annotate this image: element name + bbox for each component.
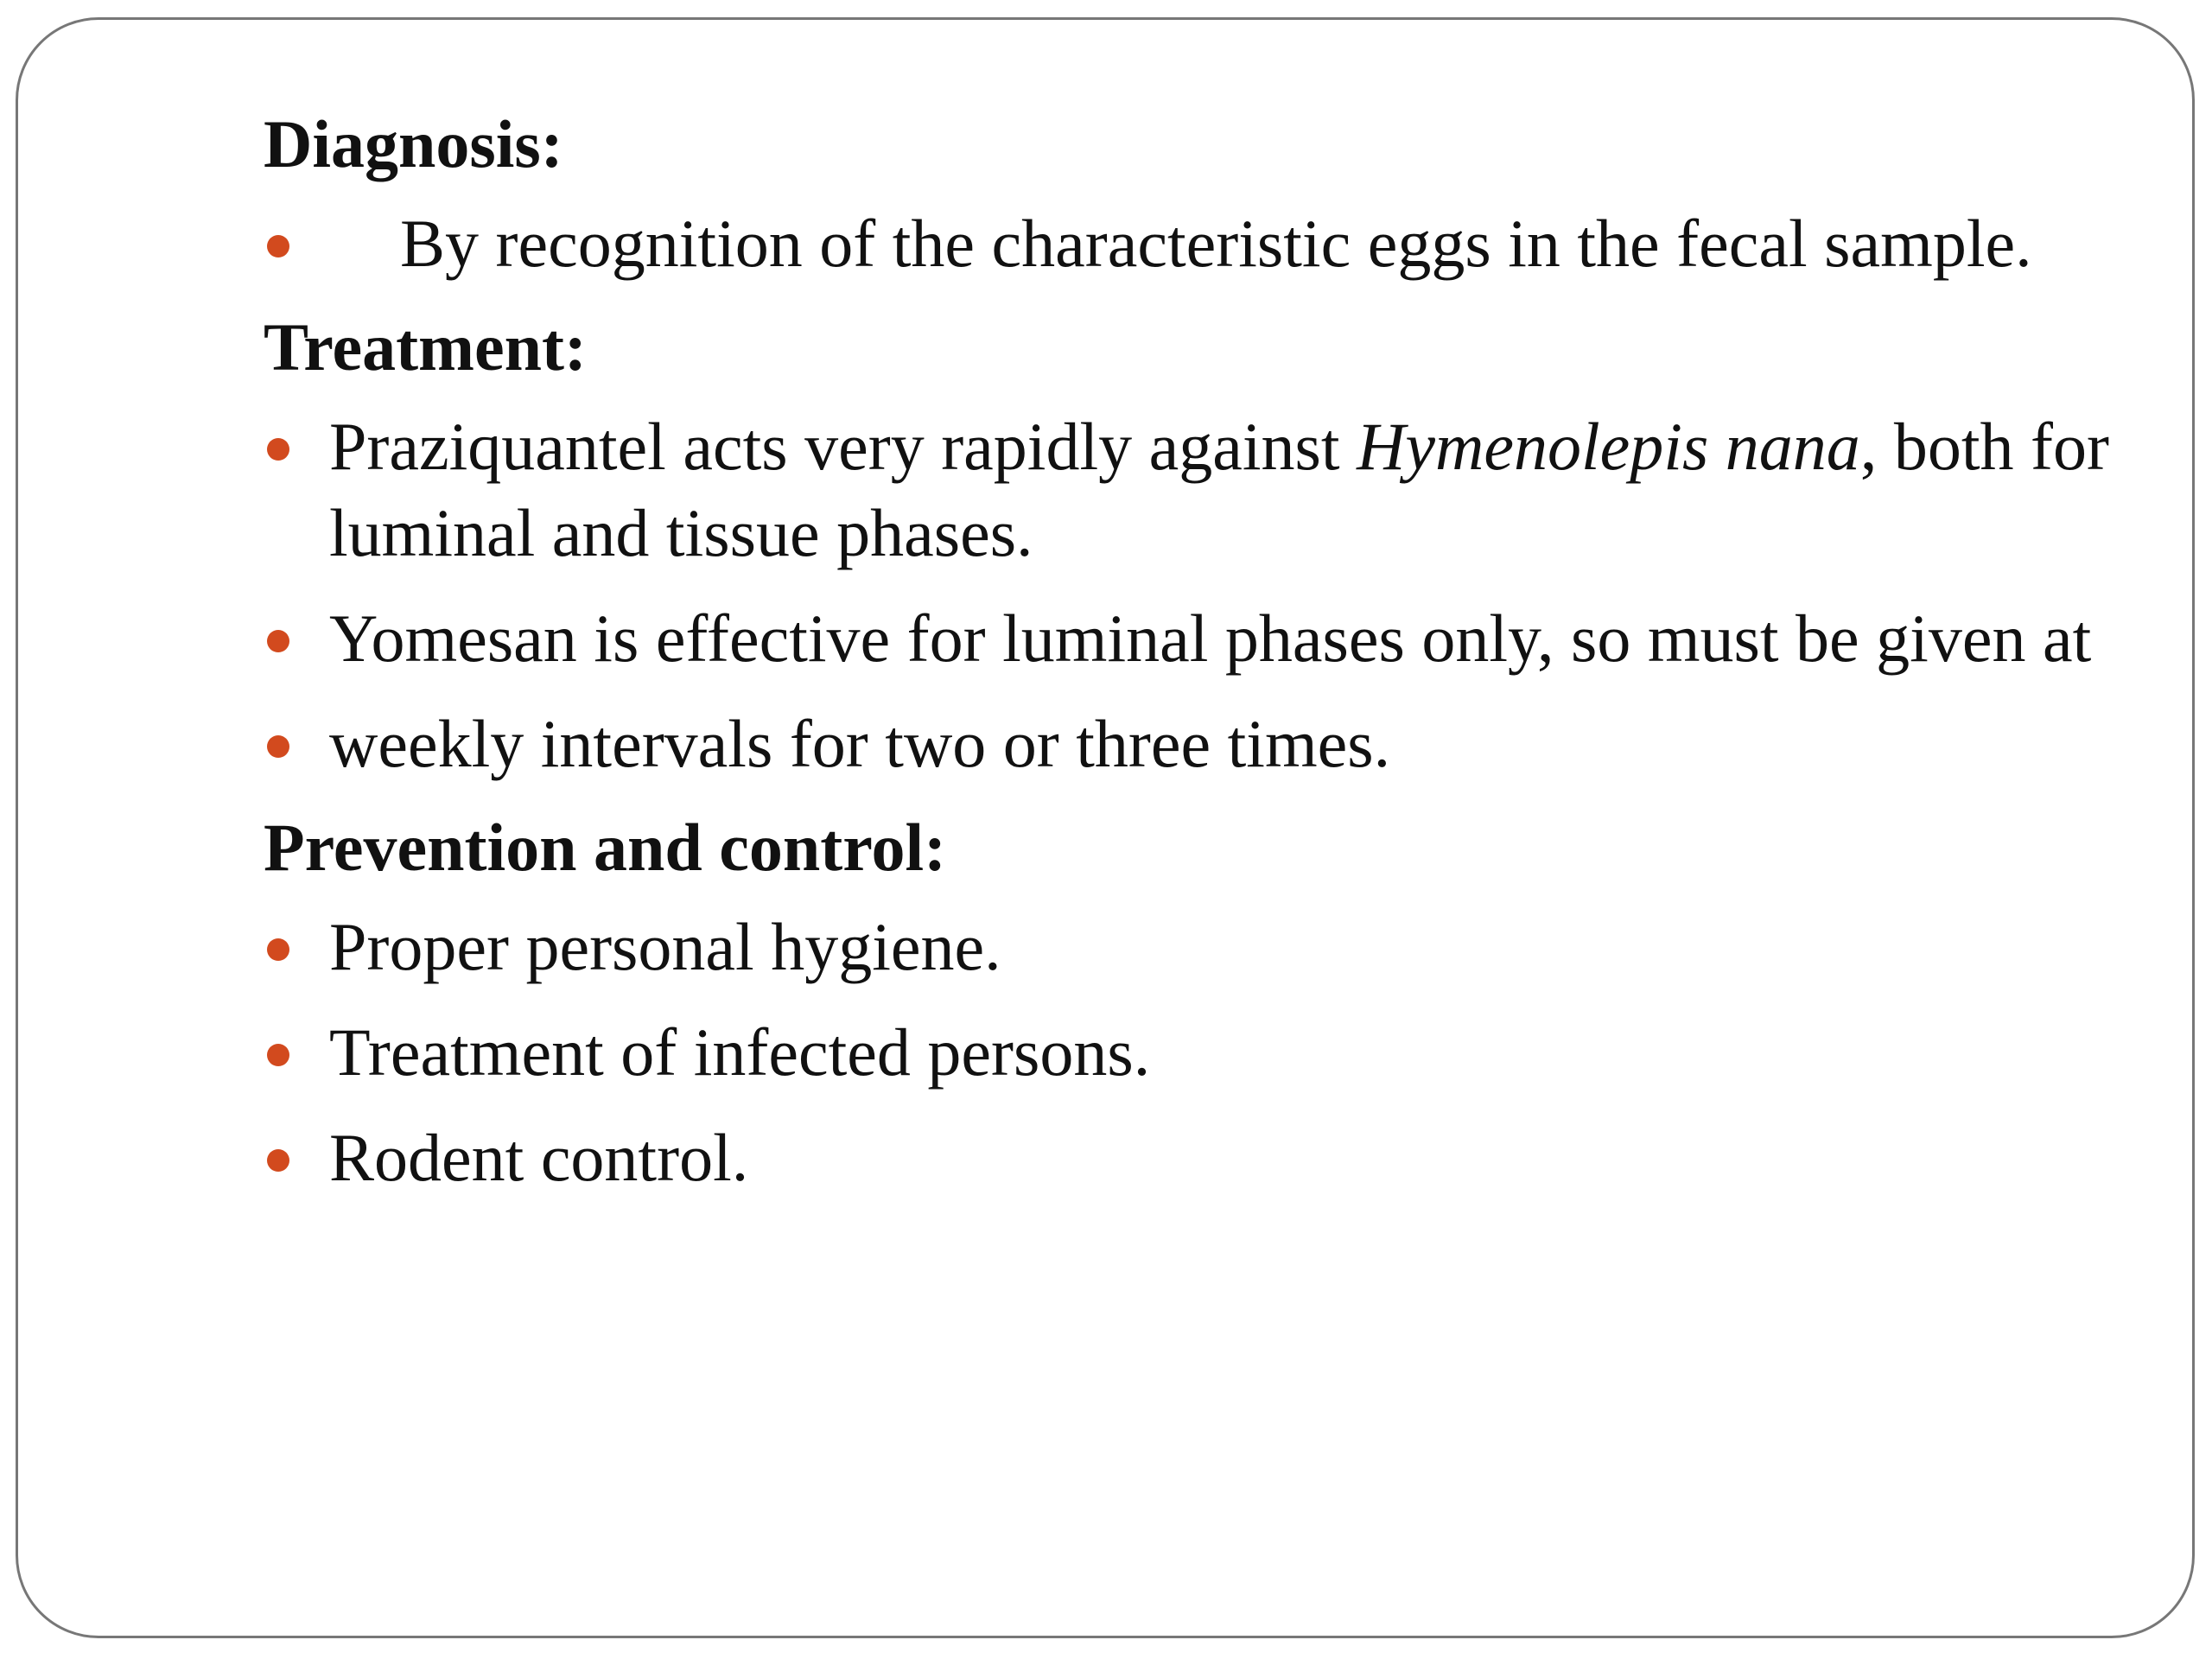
prevention-item-text: Treatment of infected persons. [329,1014,1151,1090]
list-item [264,404,2164,576]
list-item [264,1115,2164,1201]
list-item [264,200,2164,287]
prevention-item-text: Rodent control. [329,1120,749,1196]
diagnosis-item-text: By recognition of the characteristic eggs in the fecal sample. [400,206,2032,282]
bullet-icon [267,1044,289,1066]
list-item [264,595,2164,682]
slide-frame [16,17,2195,1638]
list-item [264,701,2164,787]
prevention-item-text: Proper personal hygiene. [329,909,1001,985]
bullet-icon [267,438,289,461]
treatment-heading: Treatment: [264,309,587,385]
prevention-list [264,904,2164,1201]
prevention-heading: Prevention and control: [264,810,947,886]
treatment-item-text: Yomesan is effective for luminal phases only, so must be given at [329,601,2092,677]
treatment-item-text-before: Praziquantel acts very rapidly against [329,409,1357,485]
bullet-icon [267,938,289,961]
list-item [264,1009,2164,1096]
bullet-icon [267,1149,289,1172]
treatment-list [264,404,2164,787]
treatment-item-text: weekly intervals for two or three times. [329,706,1391,782]
species-name: Hymenolepis nana [1357,409,1860,485]
bullet-icon [267,235,289,257]
bullet-icon [267,735,289,758]
slide-content [264,103,2164,1220]
diagnosis-list [264,200,2164,287]
bullet-icon [267,630,289,652]
list-item [264,904,2164,990]
diagnosis-heading: Diagnosis: [264,106,563,181]
treatment-item-text-after: , both for luminal and tissue phases. [329,409,2109,571]
